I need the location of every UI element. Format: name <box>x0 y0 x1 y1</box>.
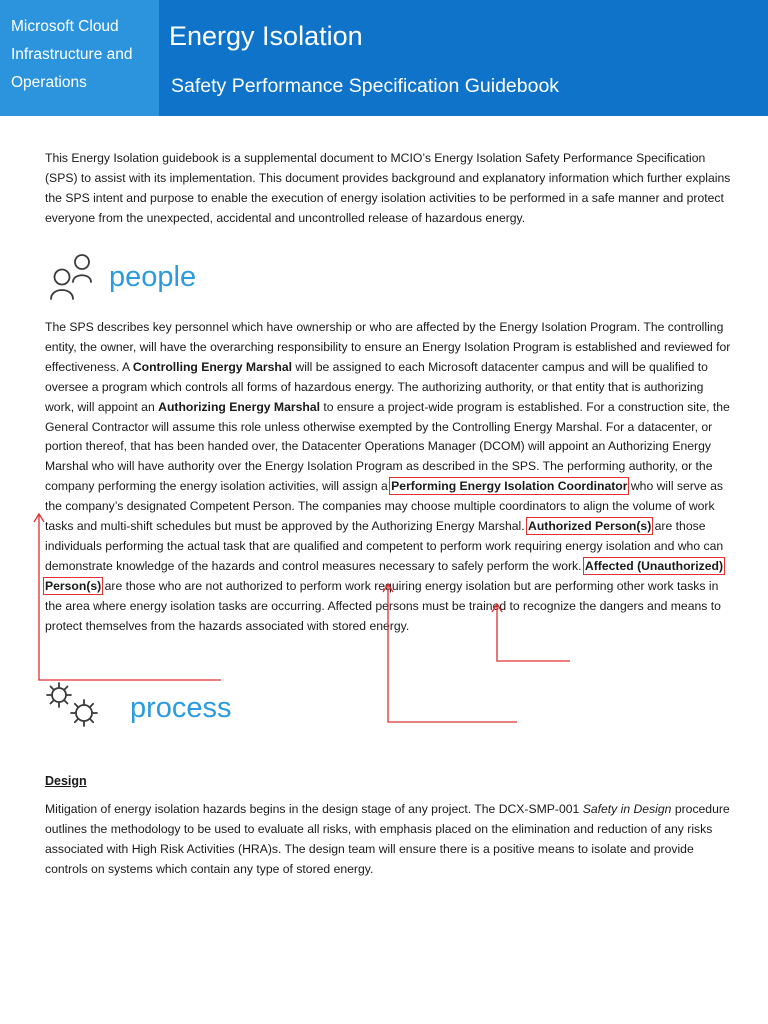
page-header <box>0 0 768 116</box>
design-document-title: Safety in Design <box>582 802 672 816</box>
design-text: procedure outlines the methodology to be used to evaluate all risks, with emphasis placed on the elimination and reduction of any risks associated with High Risk Activities (HRA)s. The design team will ensure there is a positive means to isolate and provide controls on systems which contain any type of stored energy. <box>45 802 730 876</box>
term-affected-persons: Affected (Unauthorized) Person(s) <box>45 558 724 593</box>
brand-line: Operations <box>11 74 87 91</box>
design-paragraph <box>45 800 735 880</box>
title-bar <box>159 0 768 116</box>
process-section-header <box>45 680 345 734</box>
people-icon <box>48 251 98 305</box>
brand-line: Infrastructure and <box>11 46 133 63</box>
term-authorizing-energy-marshal: Authorizing Energy Marshal <box>158 399 320 414</box>
people-text: are those individuals performing the actual task that are qualified and competent to perform work requiring energy isolation and who can demonstrate knowledge of the hazards and control measures necessary to safely perform the work. <box>45 519 724 573</box>
people-section-title: people <box>109 261 197 293</box>
brand-line: Microsoft Cloud <box>11 18 119 35</box>
people-text: to ensure a project-wide program is established. For a construction site, the General Contractor will assume this role unless otherwise exempted by the Controlling Energy Marshal. For a datacenter, or portion thereof, that has been handed over, the Datacenter Operations Manager (DCOM) will appoint an Authorizing Energy Marshal who will have authority over the Energy Isolation Program as described in the SPS. The performing authority, or the company performing the energy isolation activities, will assign a <box>45 399 730 494</box>
people-paragraph <box>45 318 735 637</box>
people-section-header <box>48 251 348 305</box>
people-text: will be assigned to each Microsoft datacenter campus and will be qualified to oversee a program which controls all forms of hazardous energy. The authorizing authority, or that entity that is authorizing work, will appoint an <box>45 359 708 414</box>
people-text: The SPS describes key personnel which have ownership or who are affected by the Energy Isolation Program. The controlling entity, the owner, will have the overarching responsibility to ensure an Energy Isolation Program is established and reviewed for effectiveness. A <box>45 320 731 374</box>
term-performing-energy-isolation-coordinator: Performing Energy Isolation Coordinator <box>391 479 628 494</box>
gears-icon <box>45 680 103 730</box>
design-heading: Design <box>45 774 87 788</box>
people-text: who will serve as the company’s designated Competent Person. The companies may choose multiple coordinators to align the volume of work tasks and multi-shift schedules but must be approved by the Authorizing Energy Marshal. <box>45 479 723 534</box>
term-authorized-persons: Authorized Person(s) <box>528 519 652 534</box>
intro-paragraph: This Energy Isolation guidebook is a supplemental document to MCIO’s Energy Isolation Safety Performance Specification (SPS) to assist with its implementation. This document provides background and explanatory information which further explains the SPS intent and purpose to enable the execution of energy isolation activities to be performed in a safe manner and protect everyone from the unexpected, accidental and uncontrolled release of hazardous energy. <box>45 151 731 225</box>
page-subtitle: Safety Performance Specification Guidebook <box>171 75 560 97</box>
people-text: are those who are not authorized to perform work requiring energy isolation but are performing other work tasks in the area where energy isolation tasks are occurring. Affected persons must be trained to recognize the dangers and means to protect themselves from the hazards associated with stored energy. <box>45 578 721 633</box>
process-section-title: process <box>130 692 232 724</box>
design-text: Mitigation of energy isolation hazards begins in the design stage of any project. The DCX-SMP-001 <box>45 802 583 816</box>
brand-block <box>0 0 159 116</box>
page-title: Energy Isolation <box>169 21 363 51</box>
term-controlling-energy-marshal: Controlling Energy Marshal <box>132 359 292 374</box>
